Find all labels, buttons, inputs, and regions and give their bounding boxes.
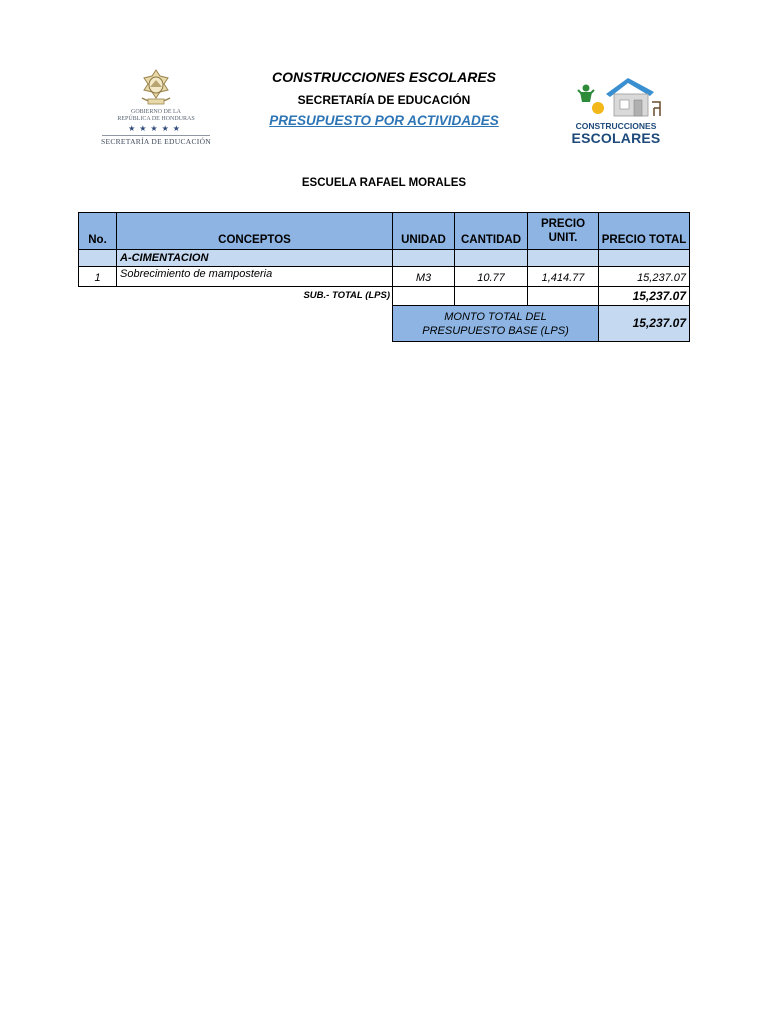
row-1-no: 1 xyxy=(78,266,117,287)
subtotal-value: 15,237.07 xyxy=(598,286,690,306)
logo-word-escolares: ESCOLARES xyxy=(571,130,661,146)
row-1-precio-unit: 1,414.77 xyxy=(527,266,599,287)
section-cantidad-cell xyxy=(454,249,528,267)
construcciones-escolares-logo xyxy=(566,72,666,152)
logo-word-construcciones: CONSTRUCCIONES xyxy=(575,121,657,131)
budget-title: PRESUPUESTO POR ACTIVIDADES xyxy=(269,113,499,128)
subtotal-unidad-cell xyxy=(392,286,455,306)
monto-total-value: 15,237.07 xyxy=(598,305,690,342)
school-house-icon xyxy=(568,72,664,120)
row-1-precio-total: 15,237.07 xyxy=(598,266,690,287)
subtotal-label: SUB.- TOTAL (LPS) xyxy=(303,290,390,301)
header-precio-total: PRECIO TOTAL xyxy=(598,212,690,250)
row-1-concepto: Sobrecimiento de mamposteria xyxy=(116,266,393,287)
seal-divider xyxy=(102,135,210,136)
header-conceptos: CONCEPTOS xyxy=(116,212,393,250)
honduras-government-logo xyxy=(96,68,216,150)
coat-of-arms-icon xyxy=(134,68,178,108)
row-1-unidad: M3 xyxy=(392,266,455,287)
section-label: A-CIMENTACION xyxy=(116,249,393,267)
header-cantidad: CANTIDAD xyxy=(454,212,528,250)
seal-caption: SECRETARÍA DE EDUCACIÓN xyxy=(100,137,212,146)
section-no-cell xyxy=(78,249,117,267)
school-name: ESCUELA RAFAEL MORALES xyxy=(301,177,467,189)
subtotal-precio-unit-cell xyxy=(527,286,599,306)
stars-icon: ★★★★★ xyxy=(128,124,184,133)
header-precio-unit: PRECIO UNIT. xyxy=(527,212,599,250)
seal-line-2: REPÚBLICA DE HONDURAS xyxy=(117,116,195,122)
section-precio-unit-cell xyxy=(527,249,599,267)
header-unidad: UNIDAD xyxy=(392,212,455,250)
subtotal-cantidad-cell xyxy=(454,286,528,306)
ministry-subtitle: SECRETARÍA DE EDUCACIÓN xyxy=(297,93,471,107)
row-1-cantidad: 10.77 xyxy=(454,266,528,287)
seal-line-1: GOBIERNO DE LA xyxy=(131,109,181,115)
section-precio-total-cell xyxy=(598,249,690,267)
document-title: CONSTRUCCIONES ESCOLARES xyxy=(271,69,497,85)
section-unidad-cell xyxy=(392,249,455,267)
header-no: No. xyxy=(78,212,117,250)
monto-total-label: MONTO TOTAL DEL PRESUPUESTO BASE (LPS) xyxy=(392,305,599,342)
